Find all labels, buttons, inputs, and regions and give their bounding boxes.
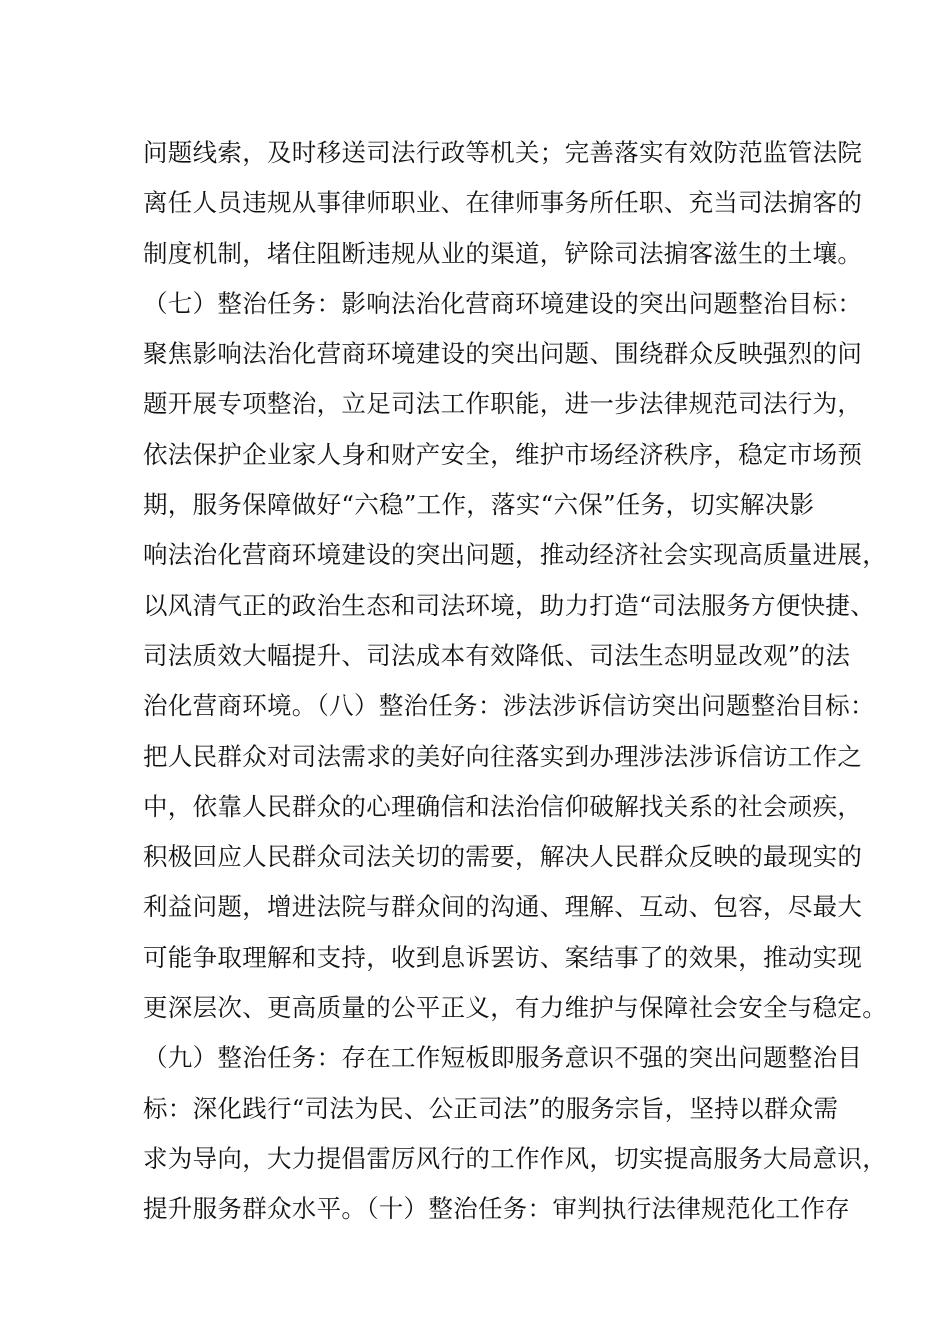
text-line: 治化营商环境。（八）整治任务：涉法涉诉信访突出问题整治目标：	[143, 691, 875, 721]
text-line: 以风清气正的政治生态和司法环境，助力打造“司法服务方便快捷、	[143, 590, 876, 620]
text-line: 提升服务群众水平。（十）整治任务：审判执行法律规范化工作存	[143, 1194, 850, 1224]
text-line: 更深层次、更高质量的公平正义，有力维护与保障社会安全与稳定。	[143, 993, 887, 1023]
text-line: （九）整治任务：存在工作短板即服务意识不强的突出问题整治目	[143, 1043, 863, 1073]
text-line: 利益问题，增进法院与群众间的沟通、理解、互动、包容，尽最大	[143, 892, 863, 922]
text-line: 标：深化践行“司法为民、公正司法”的服务宗旨，坚持以群众需	[143, 1093, 839, 1123]
text-line: 可能争取理解和支持，收到息诉罢访、案结事了的效果，推动实现	[143, 942, 863, 972]
body-text	[143, 128, 887, 1235]
text-line: 期，服务保障做好“六稳”工作，落实“六保”任务，切实解决影	[143, 490, 815, 520]
text-line: 聚焦影响法治化营商环境建设的突出问题、围绕群众反映强烈的问	[143, 339, 863, 369]
text-line: 制度机制，堵住阻断违规从业的渠道，铲除司法掮客滋生的土壤。	[143, 238, 863, 268]
text-line: 积极回应人民群众司法关切的需要，解决人民群众反映的最现实的	[143, 842, 863, 872]
text-line: 响法治化营商环境建设的突出问题，推动经济社会实现高质量进展，	[143, 540, 887, 570]
text-line: 司法质效大幅提升、司法成本有效降低、司法生态明显改观”的法	[143, 640, 851, 670]
text-line: 依法保护企业家人身和财产安全，维护市场经济秩序，稳定市场预	[143, 439, 863, 469]
text-line: 题开展专项整治，立足司法工作职能，进一步法律规范司法行为，	[143, 389, 863, 419]
text-line: （七）整治任务：影响法治化营商环境建设的突出问题整治目标：	[143, 288, 863, 318]
text-line: 中，依靠人民群众的心理确信和法治信仰破解找关系的社会顽疾，	[143, 791, 863, 821]
text-line: 离任人员违规从事律师职业、在律师事务所任职、充当司法掮客的	[143, 188, 863, 218]
text-line: 问题线索，及时移送司法行政等机关；完善落实有效防范监管法院	[143, 138, 863, 167]
text-line: 把人民群众对司法需求的美好向往落实到办理涉法涉诉信访工作之	[143, 741, 863, 771]
text-line: 求为导向，大力提倡雷厉风行的工作作风，切实提高服务大局意识，	[143, 1143, 887, 1173]
